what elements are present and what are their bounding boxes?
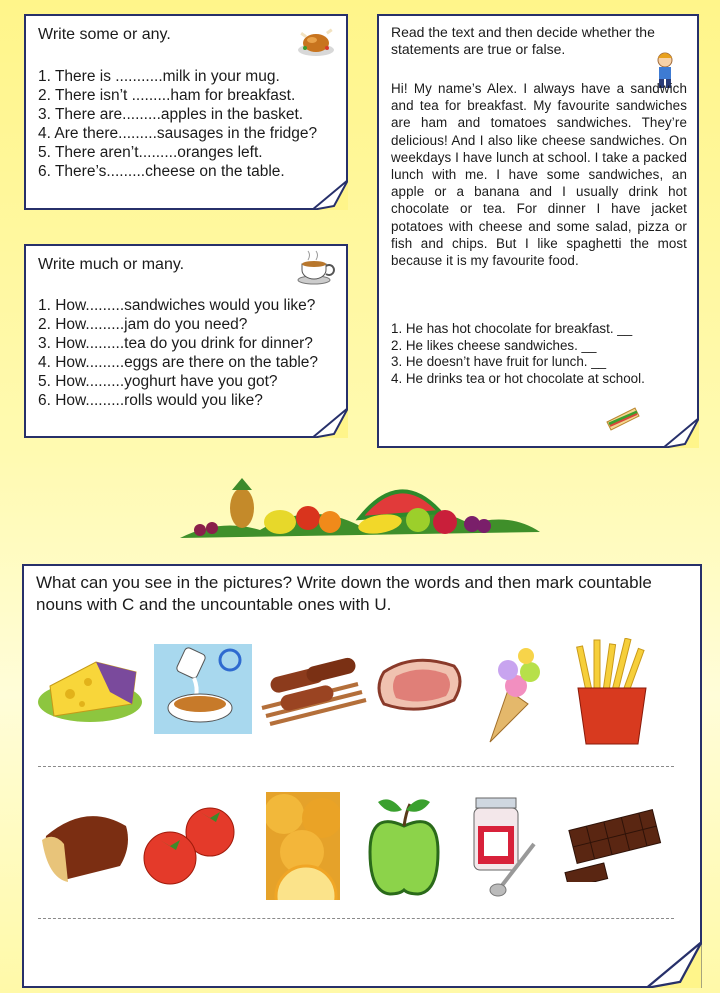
list-item: 4. Are there.........sausages in the fridge? [38, 125, 318, 142]
answer-line [38, 766, 674, 767]
list-item: 2. How.........jam do you need? [38, 316, 248, 333]
list-item: 1. There is ...........milk in your mug. [38, 68, 280, 85]
list-item: 6. How.........rolls would you like? [38, 392, 263, 409]
list-item: 6. There’s.........cheese on the table. [38, 163, 285, 180]
much-many-card [24, 244, 348, 438]
true-false-card [377, 14, 699, 448]
list-item: 2. There isn’t .........ham for breakfast. [38, 87, 296, 104]
list-item: 5. There aren’t.........oranges left. [38, 144, 263, 161]
story-text: Hi! My name’s Alex. I always have a sandwich and tea for breakfast. My favourite sandwiches are ham and tomatoes sandwiches. They’re delicious! And I also like cheese sandwiches. On weekdays I have lunch at school. I take a packed lunch with me. I have some sandwiches, an apple or a banana and I usually drink hot chocolate or tea. For dinner I have jacket potatoes with cheese and some salad, pizza or fish and chips. But I like spaghetti the most because it is my favourite food. [391, 81, 687, 269]
page-curl [646, 942, 702, 988]
answer-line [38, 918, 674, 919]
some-any-title: Write some or any. [38, 26, 171, 43]
ice-cream-icon [482, 642, 548, 746]
teacup-icon [294, 250, 336, 286]
chips-icon [572, 638, 654, 746]
list-item: 3. How.........tea do you drink for dinner? [38, 335, 313, 352]
list-item: 4. How.........eggs are there on the table? [38, 354, 319, 371]
sandwich-icon [605, 404, 641, 434]
list-item: 1. How.........sandwiches would you like? [38, 297, 316, 314]
page-curl [312, 180, 348, 210]
statement-item: 4. He drinks tea or hot chocolate at school. [391, 370, 645, 386]
statement-item: 3. He doesn’t have fruit for lunch. __ [391, 354, 607, 369]
bread-icon [36, 806, 132, 882]
page-curl [663, 418, 699, 448]
cheese-icon [36, 646, 146, 728]
some-any-card [24, 14, 348, 210]
cereal-milk-icon [154, 644, 252, 734]
sausages-icon [256, 650, 368, 732]
list-item: 5. How.........yoghurt have you got? [38, 373, 278, 390]
page-curl [312, 408, 348, 438]
tomatoes-icon [136, 800, 240, 886]
nouns-prompt: What can you see in the pictures? Write down the words and then mark countable nouns with C and the uncountable ones with U. [36, 573, 652, 614]
fruit-banner-image [180, 478, 540, 540]
statement-item: 1. He has hot chocolate for breakfast. __ [391, 321, 633, 336]
list-item: 3. There are.........apples in the basket. [38, 106, 304, 123]
meat-icon [374, 652, 468, 718]
roast-chicken-icon [296, 24, 336, 58]
chocolate-icon [554, 806, 672, 882]
nouns-card [22, 564, 702, 988]
apple-icon [366, 792, 442, 898]
true-false-prompt: Read the text and then decide whether the statements are true or false. [391, 24, 655, 57]
oranges-icon [266, 792, 340, 900]
statement-item: 2. He likes cheese sandwiches. __ [391, 337, 597, 353]
jam-icon [472, 792, 544, 902]
much-many-title: Write much or many. [38, 256, 185, 273]
